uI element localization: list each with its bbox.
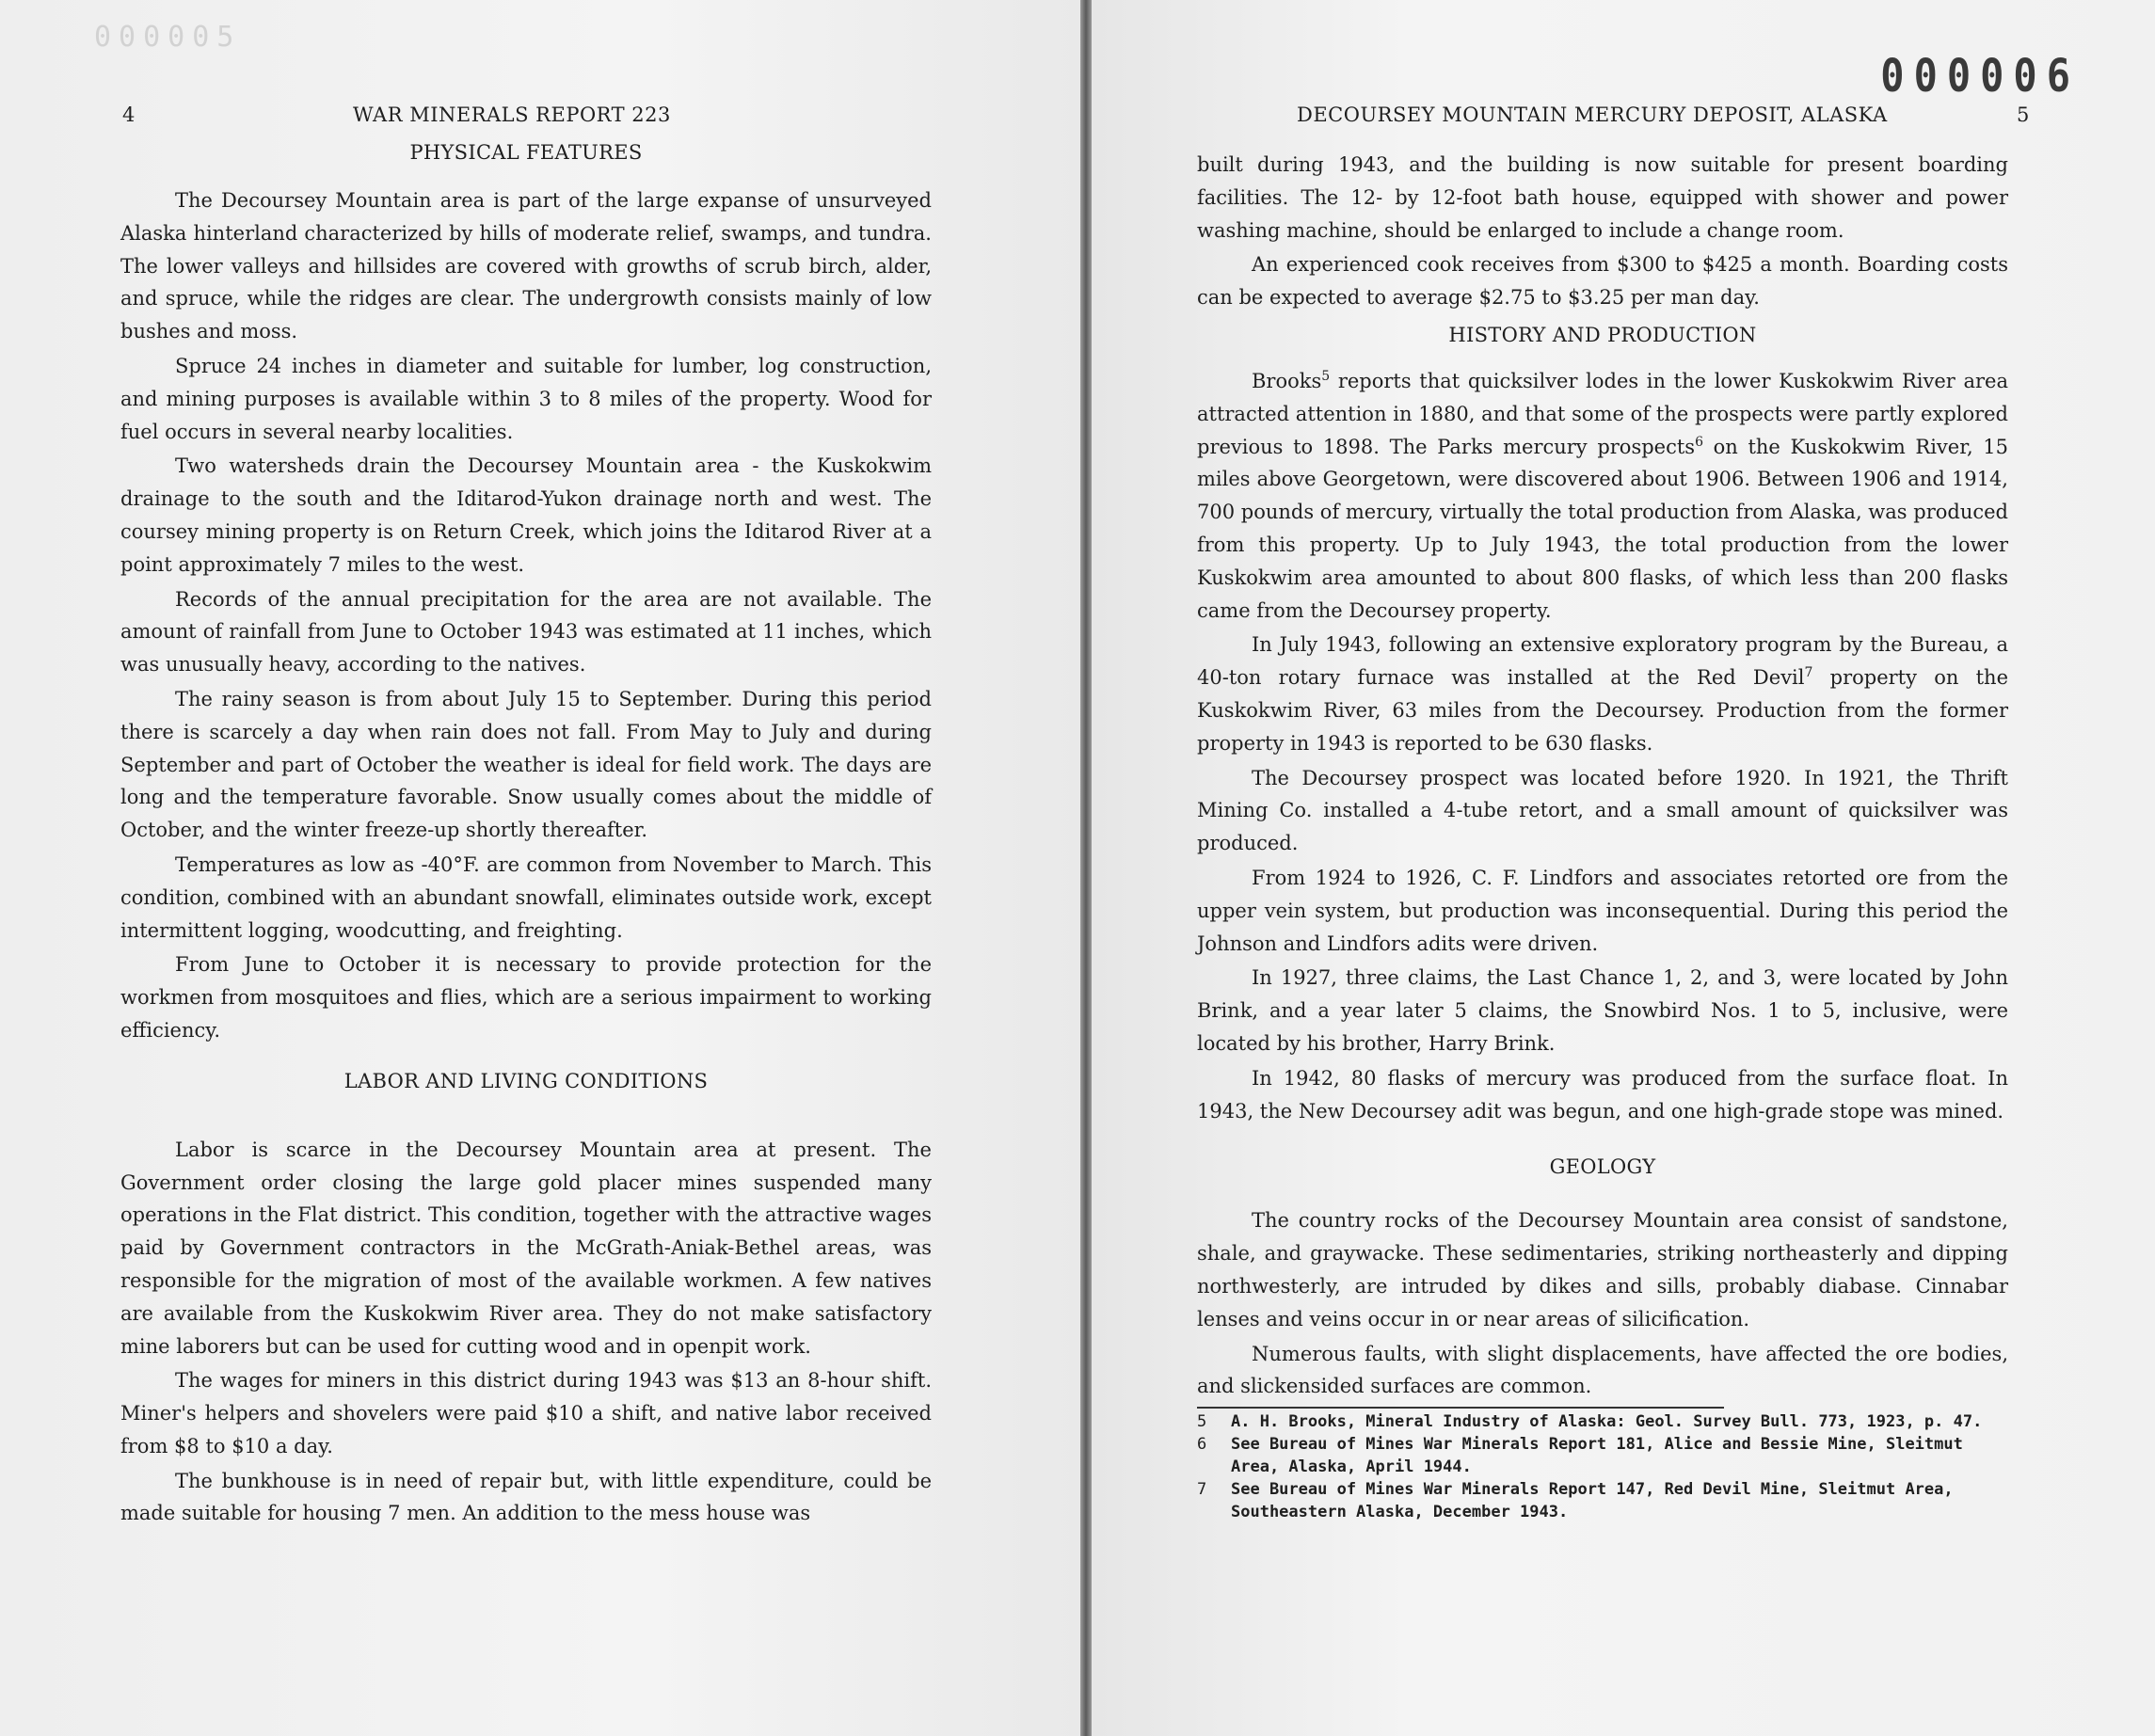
paragraph: An experienced cook receives from $300 to $425 a month. Boarding costs can be expected to average $2.75 to $3.25 per man day.: [1197, 253, 2008, 310]
paragraph-continued: built during 1943, and the building is now suitable for present boarding facilities. The 12- by 12-foot bath house, equipped with shower and power washing machine, should be enlarged to include a change room.: [1197, 153, 2008, 242]
paragraph: Two watersheds drain the Decoursey Mountain area - the Kuskokwim drainage to the south and the Iditarod-Yukon drainage north and west. The coursey mining property is on Return Creek, which joins the Iditarod River at a point approximately 7 miles to the west.: [120, 454, 932, 576]
paragraph: In 1942, 80 flasks of mercury was produced from the surface float. In 1943, the New Decoursey adit was begun, and one high-grade stope was mined.: [1197, 1066, 2008, 1123]
footnote: 6 See Bureau of Mines War Minerals Report 181, Alice and Bessie Mine, Sleitmut Area, Alaska, April 1944.: [1197, 1435, 1963, 1477]
paragraph: Numerous faults, with slight displacements, have affected the ore bodies, and slickensided surfaces are common.: [1197, 1342, 2008, 1398]
paragraph: Spruce 24 inches in diameter and suitable for lumber, log construction, and mining purposes is available within 3 to 8 miles of the property. Wood for fuel occurs in several nearby localities.: [120, 354, 932, 443]
footnote-ref: 7: [1804, 665, 1813, 681]
footnote-ref: 5: [1321, 368, 1331, 384]
book-gutter: [1080, 0, 1092, 1736]
paragraph: Records of the annual precipitation for the area are not available. The amount of rainfall from June to October 1943 was estimated at 11 inches, which was unusually heavy, according to the natives.: [120, 587, 932, 677]
left-text-column: [120, 141, 932, 1532]
footnote: 5 A. H. Brooks, Mineral Industry of Alaska: Geol. Survey Bull. 773, 1923, p. 47.: [1197, 1412, 1983, 1432]
paragraph: The Decoursey prospect was located before 1920. In 1921, the Thrift Mining Co. installed a 4-tube retort, and a small amount of quicksilver was produced.: [1197, 766, 2008, 855]
footnote: 7 See Bureau of Mines War Minerals Report 147, Red Devil Mine, Sleitmut Area, Southeastern Alaska, December 1943.: [1197, 1480, 1954, 1522]
paragraph-with-footnotes: Brooks$^5$ reports that quicksilver lodes in the lower Kuskokwim River area attracted attention in 1880, and that some of the prospects were partly explored previous to 1898. The Parks mercury prospects$^6$ on the Kuskokwim River, 15 miles above Georgetown, were discovered about 1906. Between 1906 and 1914, 700 pounds of mercury, virtually the total production from Alaska, was produced from this property. Up to July 1943, the total production from the lower Kuskokwim area amounted to about 800 flasks, of which less than 200 flasks came from the Decoursey property.: [1197, 368, 2008, 622]
paragraph: The bunkhouse is in need of repair but, with little expenditure, could be made suitable for housing 7 men. An addition to the mess house was: [120, 1469, 932, 1525]
section-heading-labor: LABOR AND LIVING CONDITIONS: [343, 1069, 709, 1092]
paragraph: From June to October it is necessary to provide protection for the workmen from mosquitoes and flies, which are a serious impairment to working efficiency.: [120, 953, 932, 1042]
right-page: [1092, 0, 2155, 1736]
paragraph: The rainy season is from about July 15 to September. During this period there is scarcely a day when rain does not fall. From May to July and during September and part of October the weather is ideal for field work. The days are long and the temperature favorable. Snow usually comes about the middle of October, and the winter freeze-up shortly thereafter.: [120, 687, 932, 842]
paragraph: The wages for miners in this district during 1943 was $13 an 8-hour shift. Miner's helpers and shovelers were paid $10 a shift, and native labor received from $8 to $10 a day.: [120, 1369, 932, 1457]
paragraph: From 1924 to 1926, C. F. Lindfors and associates retorted ore from the upper vein system, but production was inconsequential. During this period the Johnson and Lindfors adits were driven.: [1197, 866, 2008, 955]
right-text-column: [1197, 149, 2008, 1523]
paragraph-with-footnote: In July 1943, following an extensive exploratory program by the Bureau, a 40-ton rotary furnace was installed at the Red Devil$^7$ property on the Kuskokwim River, 63 miles from the Decoursey. Production from the former property in 1943 is reported to be 630 flasks.: [1197, 633, 2008, 755]
footnote-ref: 6: [1695, 434, 1703, 450]
section-heading-physical-features: PHYSICAL FEATURES: [409, 141, 643, 164]
section-heading-geology: GEOLOGY: [1549, 1155, 1656, 1179]
paragraph: In 1927, three claims, the Last Chance 1, 2, and 3, were located by John Brink, and a year later 5 claims, the Snowbird Nos. 1 to 5, inclusive, were located by his brother, Harry Brink.: [1197, 966, 2008, 1055]
right-running-title: DECOURSEY MOUNTAIN MERCURY DEPOSIT, ALASKA: [1297, 104, 1888, 126]
paragraph: Temperatures as low as -40°F. are common from November to March. This condition, combined with an abundant snowfall, eliminates outside work, except intermittent logging, woodcutting, and freighting.: [120, 852, 932, 942]
section-heading-history: HISTORY AND PRODUCTION: [1448, 323, 1757, 346]
right-page-number: 5: [2017, 104, 2030, 126]
left-page-number: 4: [122, 104, 136, 126]
paragraph: Labor is scarce in the Decoursey Mountain area at present. The Government order closing the large gold placer mines suspended many operations in the Flat district. This condition, together with the attractive wages paid by Government contractors in the McGrath-Aniak-Bethel areas, was responsible for the migration of most of the available workmen. A few natives are available from the Kuskokwim River area. They do not make satisfactory mine laborers but can be used for cutting wood and in openpit work.: [120, 1138, 932, 1358]
left-page-faded-id: 000005: [94, 21, 242, 54]
paragraph: The country rocks of the Decoursey Mountain area consist of sandstone, shale, and graywacke. These sedimentaries, striking northeasterly and dipping northwesterly, are intruded by dikes and sills, probably diabase. Cinnabar lenses and veins occur in or near areas of silicification.: [1197, 1209, 2008, 1330]
left-running-title: WAR MINERALS REPORT 223: [353, 104, 671, 126]
page-stamp-id: 000006: [1880, 49, 2080, 103]
paragraph: The Decoursey Mountain area is part of the large expanse of unsurveyed Alaska hinterland characterized by hills of moderate relief, swamps, and tundra. The lower valleys and hillsides are covered with growths of scrub birch, alder, and spruce, while the ridges are clear. The undergrowth consists mainly of low bushes and moss.: [120, 189, 932, 343]
